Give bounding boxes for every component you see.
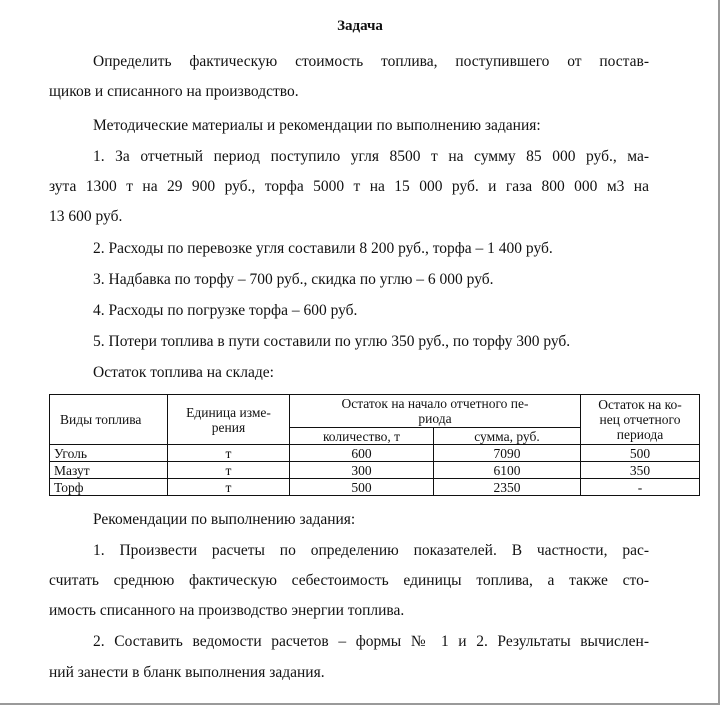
table-row [50, 479, 700, 496]
cell-unit: т [168, 462, 290, 479]
cell-quantity: 500 [290, 479, 434, 496]
stock-heading: Остаток топлива на складе: [93, 364, 274, 381]
table-row [50, 445, 700, 462]
header-end-balance: Остаток на ко- нец отчетного периода [581, 395, 700, 445]
cell-sum: 6100 [434, 462, 581, 479]
header-quantity: количество, т [290, 428, 434, 445]
item-5: 5. Потери топлива в пути составили по углю 350 руб., по торфу 300 руб. [93, 333, 571, 350]
rec-2-line-2: ний занести в бланк выполнения задания. [49, 664, 325, 681]
item-3: 3. Надбавка по торфу – 700 руб., скидка по углю – 6 000 руб. [93, 271, 494, 288]
cell-fuel-type: Торф [50, 479, 168, 496]
intro-line-1: Определить фактическую стоимость топлива, поступившего от постав- [93, 53, 649, 70]
item-2: 2. Расходы по перевозке угля составили 8 200 руб., торфа – 1 400 руб. [93, 240, 553, 257]
cell-end-balance: 500 [581, 445, 700, 462]
cell-end-balance: 350 [581, 462, 700, 479]
table-row [50, 462, 700, 479]
cell-fuel-type: Мазут [50, 462, 168, 479]
item-4: 4. Расходы по погрузке торфа – 600 руб. [93, 302, 358, 319]
item-1-line-3: 13 600 руб. [49, 208, 123, 225]
header-sum: сумма, руб. [434, 428, 581, 445]
cell-fuel-type: Уголь [50, 445, 168, 462]
cell-unit: т [168, 445, 290, 462]
page-title: Задача [337, 18, 383, 34]
rec-1-line-1: 1. Произвести расчеты по определению показателей. В частности, рас- [93, 542, 649, 559]
rec-1-line-3: имость списанного на производство энергии топлива. [49, 602, 405, 619]
cell-end-balance: - [581, 479, 700, 496]
item-1-line-2: зута 1300 т на 29 900 руб., торфа 5000 т на 15 000 руб. и газа 800 000 м3 на [49, 178, 649, 195]
fuel-stock-table [49, 394, 700, 496]
cell-sum: 7090 [434, 445, 581, 462]
cell-sum: 2350 [434, 479, 581, 496]
item-1-line-1: 1. За отчетный период поступило угля 8500 т на сумму 85 000 руб., ма- [93, 148, 649, 165]
rec-2-line-1: 2. Составить ведомости расчетов – формы № 1 и 2. Результаты вычислен- [93, 633, 649, 650]
cell-quantity: 600 [290, 445, 434, 462]
cell-unit: т [168, 479, 290, 496]
intro-line-2: щиков и списанного на производство. [49, 83, 299, 100]
rec-1-line-2: считать среднюю фактическую себестоимость единицы топлива, а также сто- [49, 572, 649, 589]
header-unit: Единица изме- рения [168, 395, 290, 445]
recommendations-heading: Рекомендации по выполнению задания: [93, 511, 356, 528]
cell-quantity: 300 [290, 462, 434, 479]
header-fuel-type: Виды топлива [50, 395, 168, 445]
header-start-balance: Остаток на начало отчетного пе- риода [290, 395, 581, 428]
methods-heading: Методические материалы и рекомендации по выполнению задания: [93, 117, 541, 134]
